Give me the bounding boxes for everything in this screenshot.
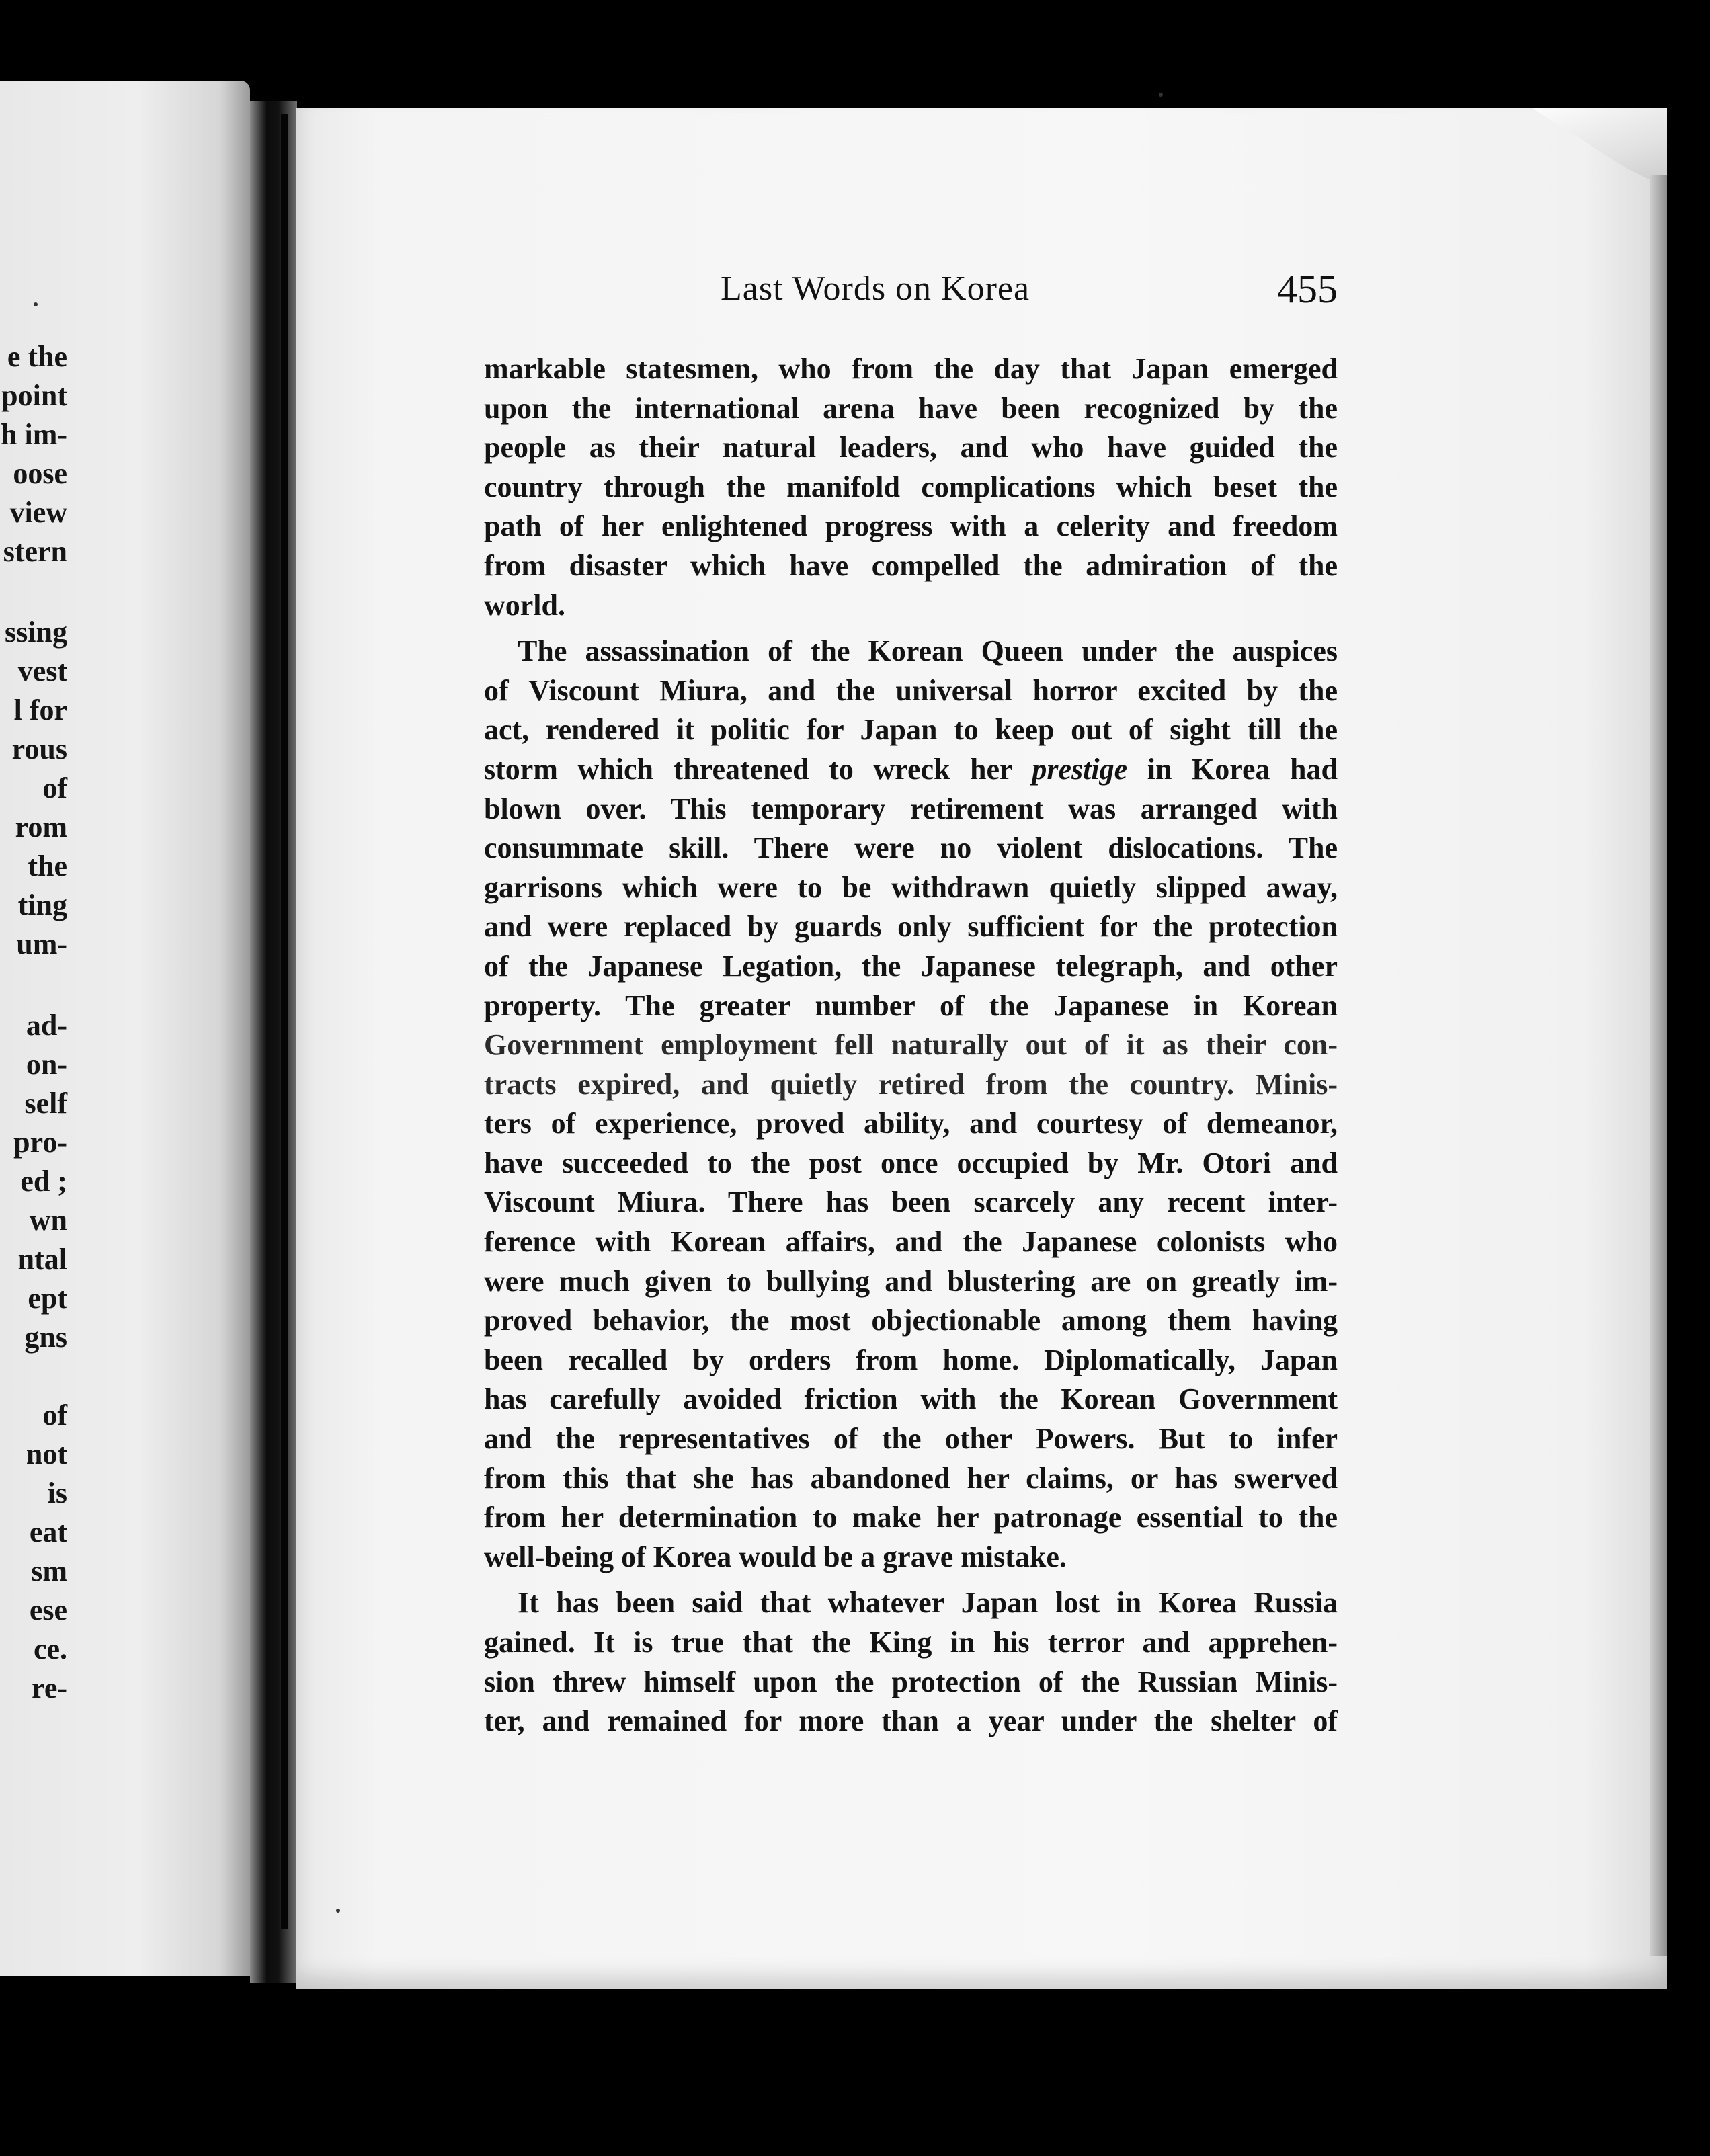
speck (1159, 93, 1163, 97)
left-fragment: ce. (33, 1632, 67, 1665)
left-fragment: not (26, 1438, 67, 1470)
left-fragment: ssing (5, 616, 67, 649)
left-page (0, 81, 250, 1976)
text-line: upon the international arena have been recognized by the (484, 391, 1338, 425)
text-line: path of her enlightened progress with a celerity and freedom (484, 509, 1338, 543)
left-fragment: ept (28, 1282, 67, 1315)
text-line: world. (484, 588, 565, 622)
text-line: been recalled by orders from home. Diplomatically, Japan (484, 1343, 1338, 1376)
text-line-with-italic (484, 750, 1338, 790)
italic-word: prestige (1032, 752, 1128, 786)
text-line: proved behavior, the most objectionable among them having (484, 1304, 1338, 1337)
left-fragment: re- (32, 1671, 67, 1704)
page-number: 455 (1277, 267, 1338, 311)
text-line: from her determination to make her patronage essential to the (484, 1501, 1338, 1534)
left-fragment: gns (24, 1321, 67, 1354)
left-fragment: ntal (17, 1243, 67, 1276)
text-line: people as their natural leaders, and who have guided the (484, 431, 1338, 464)
text-line: Government employment fell naturally out of it as their con- (484, 1028, 1338, 1062)
speck (336, 1909, 340, 1913)
left-fragment: oose (13, 457, 67, 490)
running-head: Last Words on Korea (721, 270, 1030, 308)
paragraph-1 (484, 349, 1338, 625)
text-line: act, rendered it politic for Japan to keep out of sight till the (484, 713, 1338, 747)
text-line: were much given to bullying and blustering are on greatly im- (484, 1264, 1338, 1298)
text-line: Viscount Miura. There has been scarcely any recent inter- (484, 1186, 1338, 1219)
text-line: ters of experience, proved ability, and courtesy of demeanor, (484, 1107, 1338, 1141)
paragraph-2 (484, 632, 1338, 1577)
left-fragment: pro- (13, 1126, 67, 1159)
left-fragment: ting (17, 888, 67, 921)
text-segment: storm which threatened to wreck her (484, 752, 1012, 786)
left-fragment: sm (31, 1554, 67, 1587)
left-fragment: ad- (26, 1009, 67, 1042)
text-line: have succeeded to the post once occupied by Mr. Otori and (484, 1146, 1338, 1179)
page-corner-curl (1531, 108, 1667, 188)
text-line: It has been said that whatever Japan lost in Korea Russia (518, 1586, 1338, 1620)
left-fragment: l for (13, 694, 67, 727)
text-line: of Viscount Miura, and the universal horror excited by the (484, 673, 1338, 707)
left-fragment: the (28, 849, 67, 882)
text-line: blown over. This temporary retirement was arranged with (484, 792, 1338, 825)
left-fragment: h im- (1, 418, 67, 451)
text-line: ference with Korean affairs, and the Japanese colonists who (484, 1225, 1338, 1259)
left-fragment: point (1, 379, 67, 412)
left-fragment: self (24, 1087, 67, 1120)
left-fragment: e the (7, 340, 67, 373)
left-fragment: of (42, 772, 67, 804)
left-fragment: rous (11, 733, 67, 765)
text-line: well-being of Korea would be a grave mistake. (484, 1540, 1067, 1573)
text-line: and were replaced by guards only sufficient for the protection (484, 910, 1338, 944)
text-line: property. The greater number of the Japanese in Korean (484, 989, 1338, 1022)
speck (34, 302, 38, 306)
text-line: has carefully avoided friction with the Korean Government (484, 1382, 1338, 1416)
text-line: sion threw himself upon the protection of the Russian Minis- (484, 1665, 1338, 1698)
left-fragment: ed ; (20, 1165, 67, 1198)
left-fragment: eat (29, 1516, 67, 1548)
binding-line (281, 114, 288, 1929)
left-fragment: wn (29, 1204, 67, 1237)
left-page-fragments (0, 81, 250, 1976)
text-segment: in Korea had (1147, 752, 1338, 786)
text-line: markable statesmen, who from the day that Japan emerged (484, 352, 1338, 385)
left-fragment: um- (16, 927, 67, 960)
text-line: The assassination of the Korean Queen under the auspices (518, 634, 1338, 668)
text-line: tracts expired, and quietly retired from the country. Minis- (484, 1067, 1338, 1101)
book-gutter (250, 101, 297, 1983)
left-fragment: stern (3, 535, 67, 568)
left-fragment: rom (15, 811, 67, 843)
text-line: ter, and remained for more than a year under the shelter of (484, 1704, 1338, 1738)
text-line: and the representatives of the other Powers. But to infer (484, 1422, 1338, 1456)
text-line: from this that she has abandoned her claims, or has swerved (484, 1461, 1338, 1495)
text-line: country through the manifold complications which beset the (484, 470, 1338, 503)
left-fragment: view (9, 496, 67, 529)
paragraph-3 (484, 1583, 1338, 1741)
left-fragment: on- (26, 1048, 67, 1081)
text-line: from disaster which have compelled the admiration of the (484, 548, 1338, 582)
text-line: garrisons which were to be withdrawn quietly slipped away, (484, 870, 1338, 904)
body-text (484, 349, 1338, 1741)
text-line: consummate skill. There were no violent dislocations. The (484, 831, 1338, 865)
text-line: of the Japanese Legation, the Japanese telegraph, and other (484, 949, 1338, 983)
text-line: gained. It is true that the King in his terror and apprehen- (484, 1626, 1338, 1659)
left-fragment: of (42, 1399, 67, 1432)
left-fragment: vest (17, 655, 67, 688)
left-fragment: ese (29, 1593, 67, 1626)
page-edge (1650, 175, 1667, 1956)
left-fragment: is (47, 1477, 67, 1509)
